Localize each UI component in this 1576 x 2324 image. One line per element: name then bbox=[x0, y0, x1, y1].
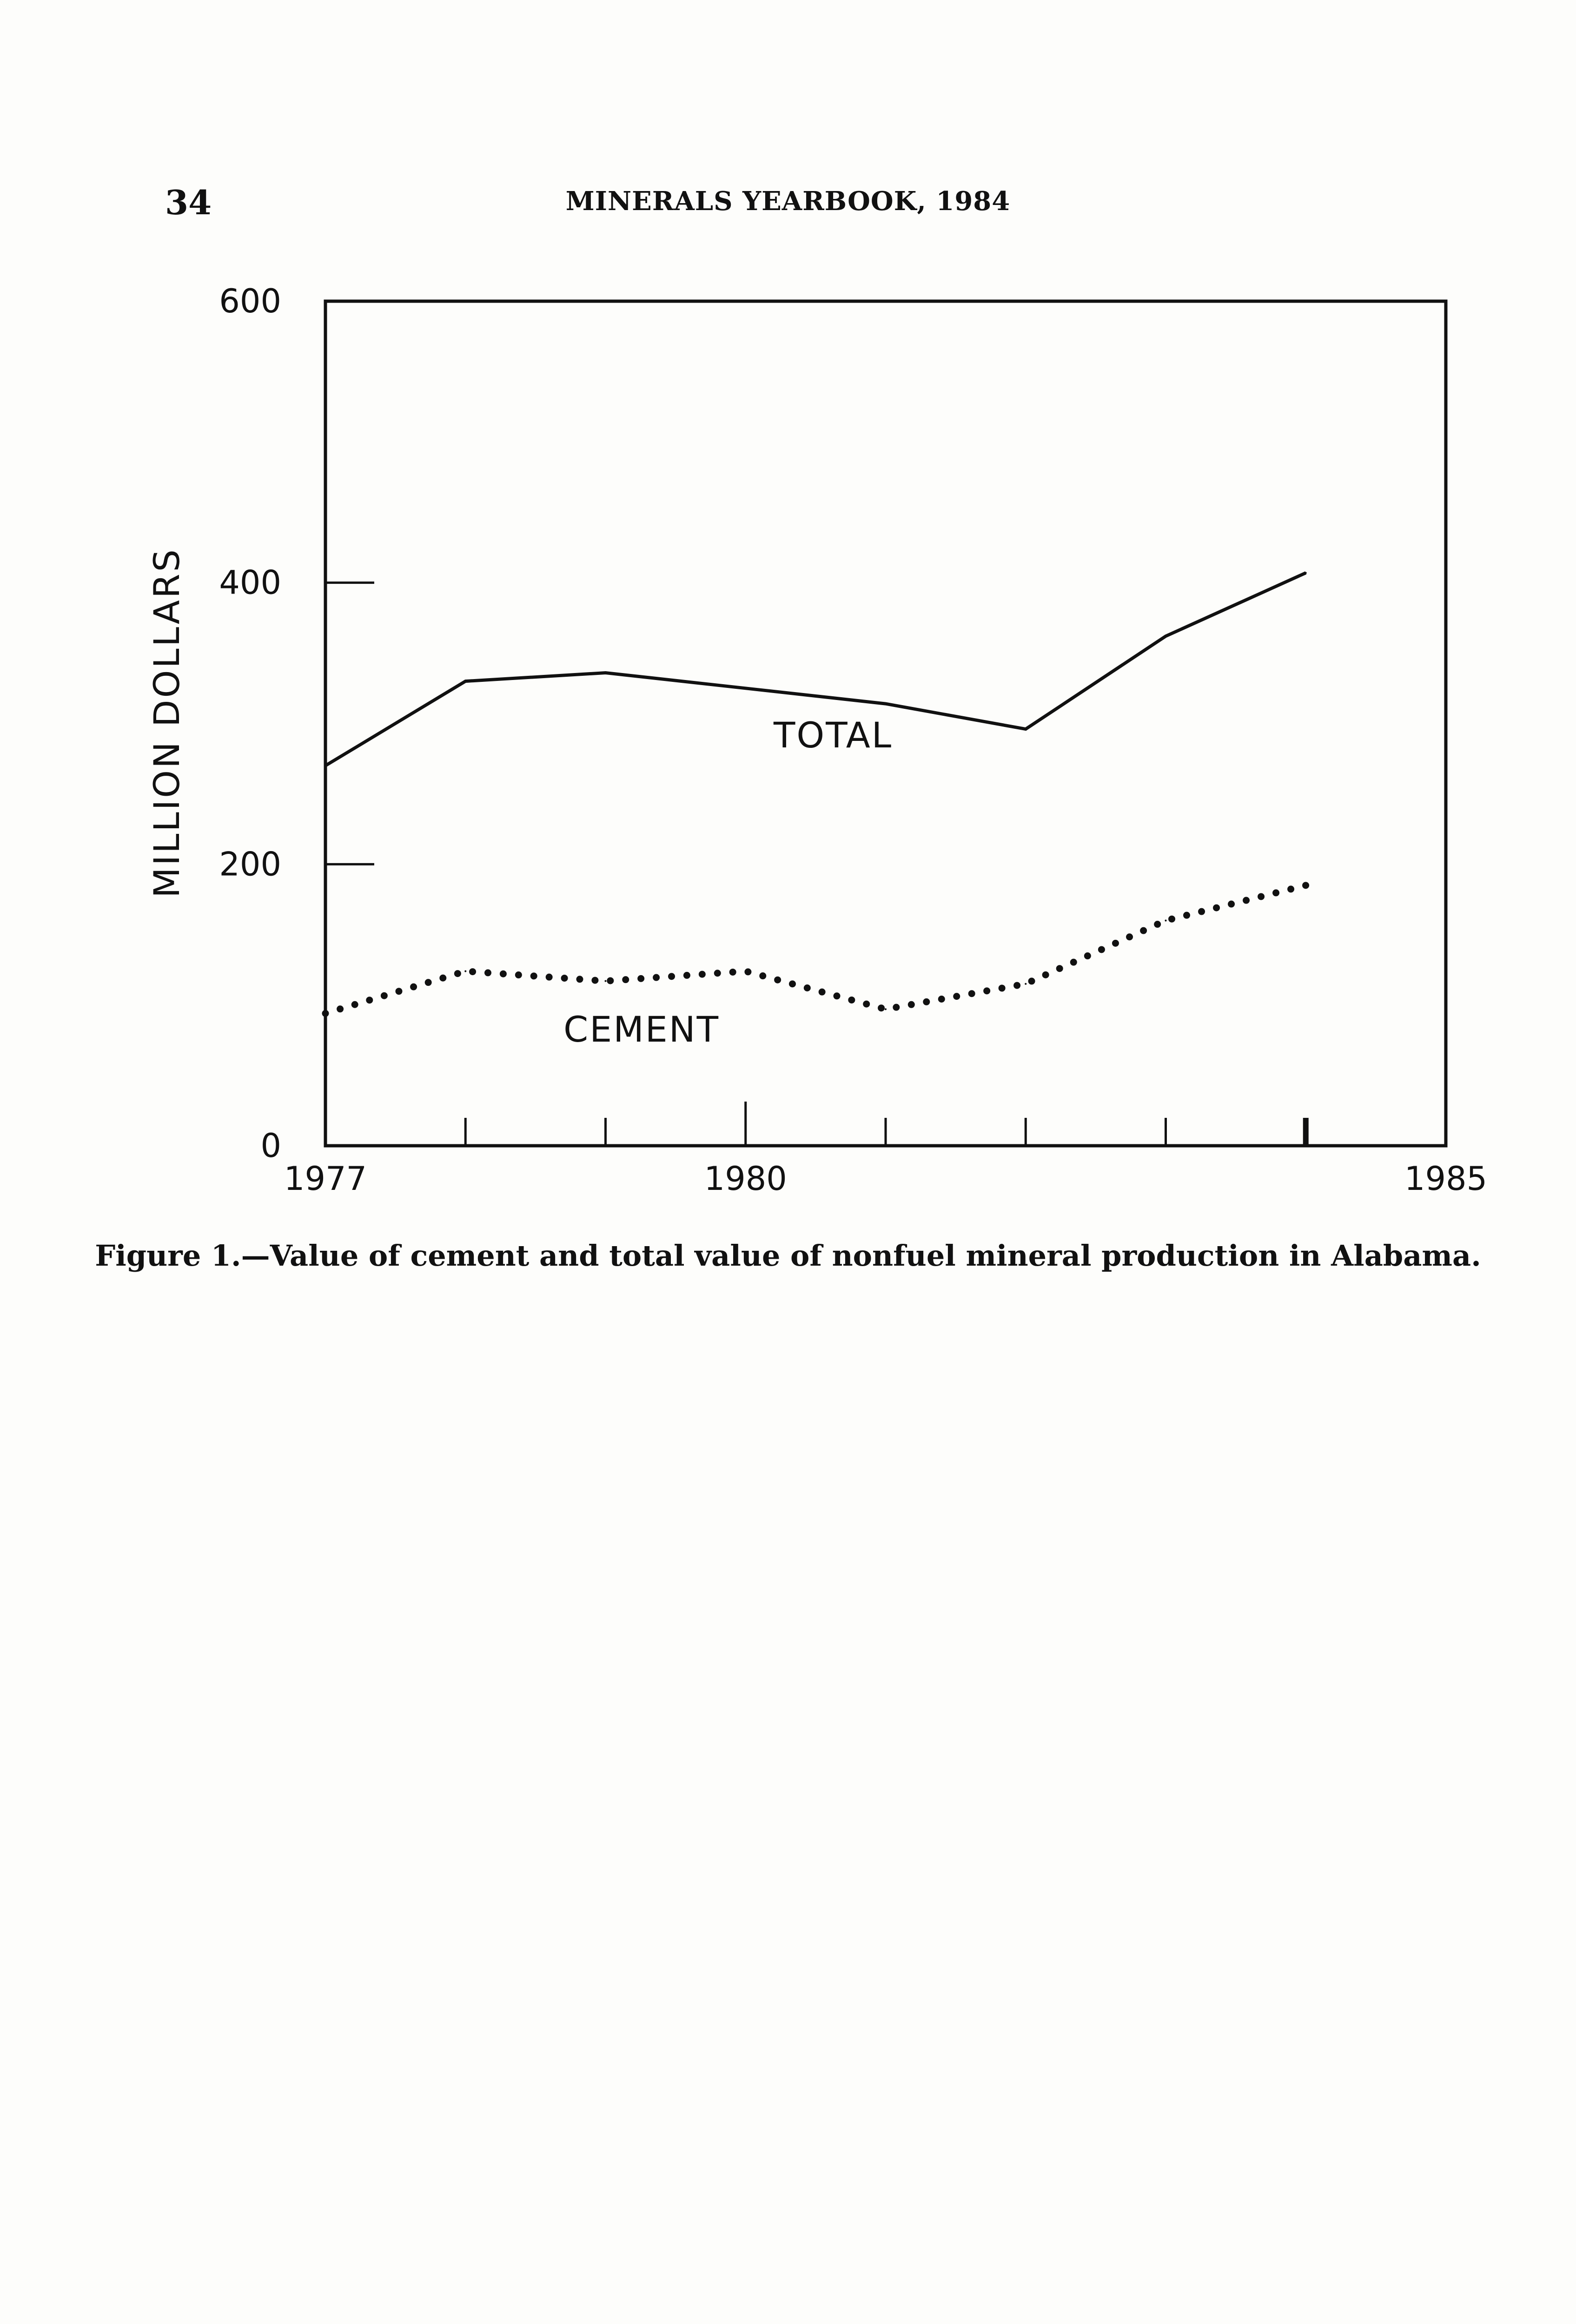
cement-data-point bbox=[1025, 983, 1026, 985]
cement-data-point bbox=[464, 970, 466, 972]
x-tick-label: 1985 bbox=[1404, 1160, 1488, 1198]
y-tick-label: 0 bbox=[260, 1127, 281, 1165]
x-tick-label: 1980 bbox=[704, 1160, 787, 1198]
y-tick-label: 200 bbox=[219, 845, 281, 884]
total-data-point bbox=[1305, 572, 1307, 574]
y-axis-title: MILLION DOLLARS bbox=[146, 548, 187, 898]
total-data-point bbox=[464, 680, 466, 682]
series-annotation: CEMENT bbox=[563, 1008, 720, 1050]
total-data-point bbox=[1165, 635, 1167, 637]
series-annotation: TOTAL bbox=[774, 714, 893, 756]
page-number: 34 bbox=[165, 183, 212, 222]
cement-data-point bbox=[605, 980, 607, 982]
x-tick-label: 1977 bbox=[284, 1160, 367, 1198]
figure-caption: Figure 1.—Value of cement and total value of nonfuel mineral production in Alabama. bbox=[95, 1239, 1481, 1273]
cement-data-point bbox=[1305, 885, 1307, 886]
cement-data-point bbox=[324, 1012, 326, 1014]
cement-data-point bbox=[745, 970, 747, 972]
cement-data-point bbox=[885, 1008, 887, 1010]
total-data-point bbox=[745, 687, 747, 689]
total-data-point bbox=[1025, 728, 1026, 730]
cement-data-point bbox=[1165, 919, 1167, 921]
cement-series-line bbox=[325, 885, 1306, 1014]
total-data-point bbox=[324, 765, 326, 766]
y-tick-label: 600 bbox=[219, 282, 281, 320]
total-data-point bbox=[605, 672, 607, 673]
y-tick-label: 400 bbox=[219, 563, 281, 602]
total-data-point bbox=[885, 703, 887, 705]
running-title: MINERALS YEARBOOK, 1984 bbox=[565, 186, 1011, 217]
